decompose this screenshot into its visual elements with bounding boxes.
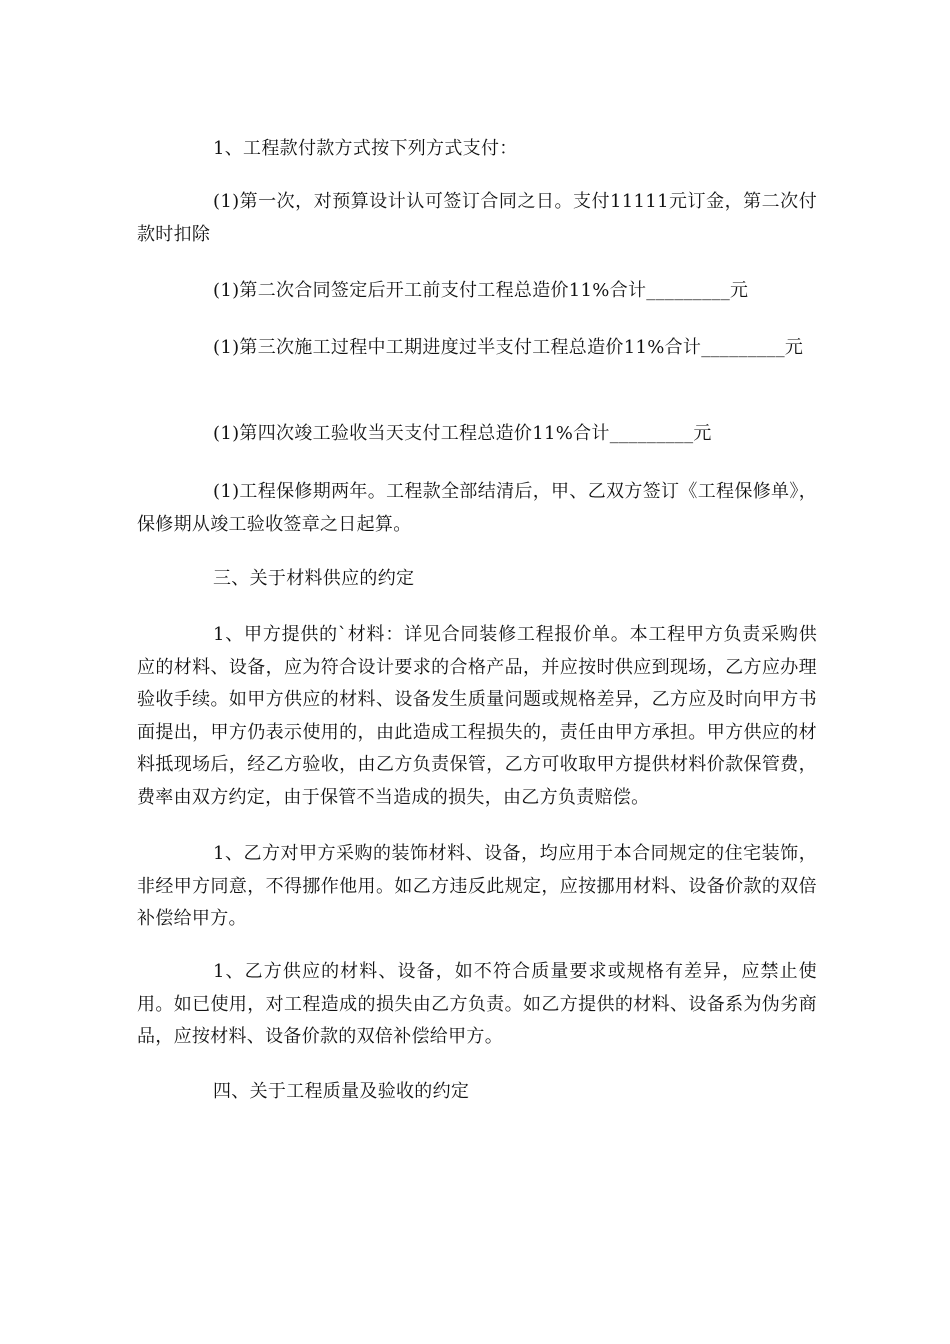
warranty-paragraph: (1)工程保修期两年。工程款全部结清后，甲、乙双方签订《工程保修单》，保修期从竣工验收签章之日起算。 [137, 481, 817, 535]
section-three-heading: 三、关于材料供应的约定 [213, 568, 415, 589]
payment-method-heading: 1、工程款付款方式按下列方式支付： [213, 138, 518, 159]
party-a-materials-paragraph: 1、甲方提供的`材料：详见合同装修工程报价单。本工程甲方负责采购供应的材料、设备，应为符合设计要求的合格产品，并应按时供应到现场，乙方应办理验收手续。如甲方供应的材料、设备发生质量问题或规格差异，乙方应及时向甲方书面提出，甲方仍表示使用的，由此造成工程损失的，责任由甲方承担。甲方供应的材料抵现场后，经乙方验收，由乙方负责保管，乙方可收取甲方提供材料价款保管费，费率由双方约定，由于保管不当造成的损失，由乙方负责赔偿。 [137, 624, 817, 808]
party-b-usage-paragraph: 1、乙方对甲方采购的装饰材料、设备，均应用于本合同规定的住宅装饰，非经甲方同意，不得挪作他用。如乙方违反此规定，应按挪用材料、设备价款的双倍补偿给甲方。 [137, 843, 817, 929]
third-payment-paragraph: (1)第三次施工过程中工期进度过半支付工程总造价11%合计_________元 [213, 337, 804, 358]
second-payment-paragraph: (1)第二次合同签定后开工前支付工程总造价11%合计_________元 [213, 280, 749, 301]
fourth-payment-paragraph: (1)第四次竣工验收当天支付工程总造价11%合计_________元 [213, 423, 712, 444]
section-four-heading: 四、关于工程质量及验收的约定 [213, 1081, 470, 1102]
first-payment-paragraph: (1)第一次，对预算设计认可签订合同之日。支付11111元订金，第二次付款时扣除 [137, 191, 817, 245]
party-b-supply-paragraph: 1、乙方供应的材料、设备，如不符合质量要求或规格有差异，应禁止使用。如已使用，对工程造成的损失由乙方负责。如乙方提供的材料、设备系为伪劣商品，应按材料、设备价款的双倍补偿给甲方。 [137, 961, 817, 1047]
